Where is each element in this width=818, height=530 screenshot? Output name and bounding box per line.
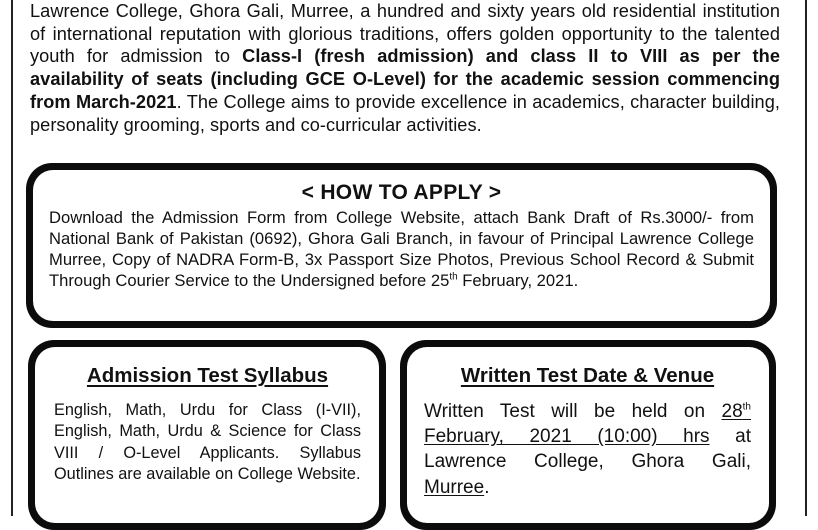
intro-text-end: . The College aims to provide excellence in academics, character building, personality grooming, sports and co-curricular activities. <box>30 91 780 135</box>
how-to-apply-panel <box>26 163 777 328</box>
syllabus-text: English, Math, Urdu for Class (I-VII), English, Math, Urdu & Science for Class VIII / O-Level Applicants. Syllabus Outlines are available on College Website. <box>54 401 361 484</box>
test-venue-end: . <box>484 476 490 498</box>
test-venue-city: Murree <box>424 476 485 498</box>
test-date-rest: February, 2021 (10:00) hrs <box>424 426 710 448</box>
deadline-day: 25 <box>430 271 450 291</box>
intro-bold-text: Class-I (fresh admission) and class II to VIII as per the availability of seats (including GCE O-Level) for the academic session commencing from March-2021 <box>30 46 780 112</box>
deadline-day-suffix: th <box>449 271 458 283</box>
how-to-apply-heading: < HOW TO APPLY > <box>301 181 502 204</box>
intro-paragraph <box>30 0 780 136</box>
deadline-month-year: February, 2021. <box>457 271 579 291</box>
test-venue-lead: Written Test will be held on <box>424 401 722 422</box>
syllabus-panel <box>28 340 386 530</box>
how-to-apply-text <box>49 207 754 291</box>
test-date-day: 28 <box>721 401 743 422</box>
test-venue-location: at Lawrence College, Ghora Gali, <box>424 426 751 473</box>
test-date-suffix: th <box>742 401 751 413</box>
syllabus-heading: Admission Test Syllabus <box>86 364 329 387</box>
test-venue-content <box>407 347 769 523</box>
test-venue-heading: Written Test Date & Venue <box>460 364 715 387</box>
test-venue-text <box>424 399 751 500</box>
page-border-left <box>11 0 13 516</box>
how-to-apply-content <box>33 170 770 321</box>
how-to-apply-instructions: Download the Admission Form from College Website, attach Bank Draft of Rs.3000/- from National Bank of Pakistan (0692), Ghora Gali Branch, in favour of Principal Lawrence College Murree, Copy of NADRA Form-B, 3x Passport Size Photos, Previous School Record & Submit Through Courier Service to the Undersigned before <box>49 208 754 291</box>
page-border-right <box>805 0 807 516</box>
test-venue-panel <box>400 340 776 530</box>
syllabus-content <box>35 347 379 523</box>
intro-text: Lawrence College, Ghora Gali, Murree, a hundred and sixty years old residential institution of international reputation with glorious traditions, offers golden opportunity to the talented youth for admission to <box>30 1 780 67</box>
